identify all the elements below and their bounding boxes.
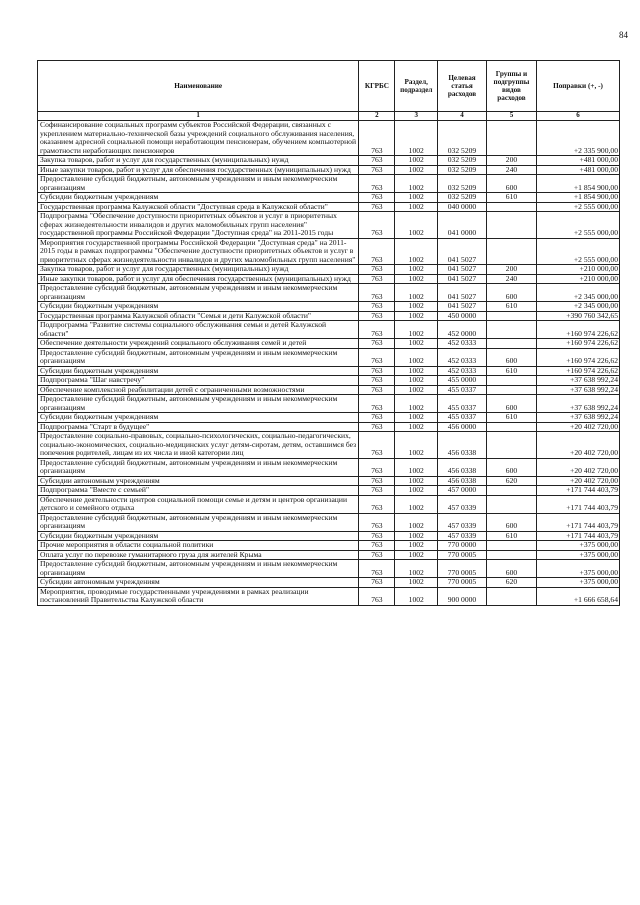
row-section: 1002 bbox=[395, 202, 438, 212]
row-section: 1002 bbox=[395, 366, 438, 376]
row-section: 1002 bbox=[395, 302, 438, 312]
row-section: 1002 bbox=[395, 274, 438, 284]
row-amount: +171 744 403,79 bbox=[536, 486, 619, 496]
row-section: 1002 bbox=[395, 238, 438, 265]
row-amount: +20 402 720,00 bbox=[536, 432, 619, 459]
table-row bbox=[38, 339, 620, 349]
row-target: 770 0005 bbox=[438, 578, 487, 588]
row-kgrbs: 763 bbox=[359, 376, 395, 386]
row-target: 032 5209 bbox=[438, 165, 487, 175]
row-group: 600 bbox=[486, 348, 536, 366]
row-group: 600 bbox=[486, 284, 536, 302]
row-section: 1002 bbox=[395, 121, 438, 156]
row-section: 1002 bbox=[395, 212, 438, 239]
row-group bbox=[486, 486, 536, 496]
header-number: 4 bbox=[438, 112, 487, 121]
row-kgrbs: 763 bbox=[359, 587, 395, 605]
row-group bbox=[486, 376, 536, 386]
row-group: 600 bbox=[486, 560, 536, 578]
row-group bbox=[486, 550, 536, 560]
row-amount: +20 402 720,00 bbox=[536, 476, 619, 486]
row-name: Государственная программа Калужской области "Доступная среда в Калужской области" bbox=[38, 202, 359, 212]
row-section: 1002 bbox=[395, 284, 438, 302]
row-amount: +1 854 900,00 bbox=[536, 193, 619, 203]
header-number: 6 bbox=[536, 112, 619, 121]
row-target: 041 5027 bbox=[438, 284, 487, 302]
row-target: 456 0338 bbox=[438, 476, 487, 486]
row-amount: +2 555 000,00 bbox=[536, 238, 619, 265]
row-target: 455 0337 bbox=[438, 413, 487, 423]
row-section: 1002 bbox=[395, 311, 438, 321]
table-body bbox=[38, 121, 620, 606]
table-row bbox=[38, 531, 620, 541]
row-section: 1002 bbox=[395, 560, 438, 578]
row-group bbox=[486, 202, 536, 212]
row-kgrbs: 763 bbox=[359, 578, 395, 588]
row-target: 455 0337 bbox=[438, 395, 487, 413]
row-kgrbs: 763 bbox=[359, 311, 395, 321]
row-amount: +37 638 992,24 bbox=[536, 385, 619, 395]
row-target: 041 5027 bbox=[438, 238, 487, 265]
row-section: 1002 bbox=[395, 385, 438, 395]
row-target: 457 0000 bbox=[438, 486, 487, 496]
row-section: 1002 bbox=[395, 531, 438, 541]
table-row bbox=[38, 541, 620, 551]
table-row bbox=[38, 560, 620, 578]
row-amount: +1 666 658,64 bbox=[536, 587, 619, 605]
row-amount: +390 760 342,65 bbox=[536, 311, 619, 321]
row-name: Предоставление субсидий бюджетным, автономным учреждениям и иным некоммерческим организациям bbox=[38, 458, 359, 476]
row-target: 452 0333 bbox=[438, 339, 487, 349]
row-group bbox=[486, 238, 536, 265]
row-group: 600 bbox=[486, 395, 536, 413]
row-amount: +210 000,00 bbox=[536, 265, 619, 275]
row-kgrbs: 763 bbox=[359, 513, 395, 531]
row-name: Предоставление субсидий бюджетным, автономным учреждениям и иным некоммерческим организациям bbox=[38, 175, 359, 193]
table-row bbox=[38, 202, 620, 212]
row-amount: +2 555 000,00 bbox=[536, 212, 619, 239]
row-target: 041 5027 bbox=[438, 265, 487, 275]
row-kgrbs: 763 bbox=[359, 212, 395, 239]
row-name: Предоставление субсидий бюджетным, автономным учреждениям и иным некоммерческим организациям bbox=[38, 395, 359, 413]
row-amount: +171 744 403,79 bbox=[536, 495, 619, 513]
row-amount: +160 974 226,62 bbox=[536, 366, 619, 376]
row-name: Обеспечение деятельности учреждений социального обслуживания семей и детей bbox=[38, 339, 359, 349]
row-name: Мероприятия, проводимые государственными учреждениями в рамках реализации постановлений Правительства Калужской области bbox=[38, 587, 359, 605]
table-row bbox=[38, 486, 620, 496]
row-amount: +160 974 226,62 bbox=[536, 348, 619, 366]
table-row bbox=[38, 212, 620, 239]
row-target: 457 0339 bbox=[438, 495, 487, 513]
table-row bbox=[38, 238, 620, 265]
row-target: 456 0338 bbox=[438, 432, 487, 459]
table-row bbox=[38, 458, 620, 476]
row-target: 032 5209 bbox=[438, 175, 487, 193]
row-name: Государственная программа Калужской области "Семья и дети Калужской области" bbox=[38, 311, 359, 321]
budget-table bbox=[37, 60, 620, 606]
row-section: 1002 bbox=[395, 476, 438, 486]
table-row bbox=[38, 193, 620, 203]
table-row bbox=[38, 395, 620, 413]
row-target: 455 0337 bbox=[438, 385, 487, 395]
row-amount: +2 345 000,00 bbox=[536, 284, 619, 302]
page-number: 84 bbox=[619, 30, 628, 40]
row-name: Оплата услуг по перевозке гуманитарного груза для жителей Крыма bbox=[38, 550, 359, 560]
row-group bbox=[486, 339, 536, 349]
row-kgrbs: 763 bbox=[359, 348, 395, 366]
row-kgrbs: 763 bbox=[359, 156, 395, 166]
row-amount: +2 335 900,00 bbox=[536, 121, 619, 156]
row-group bbox=[486, 495, 536, 513]
table-row bbox=[38, 348, 620, 366]
row-section: 1002 bbox=[395, 156, 438, 166]
row-kgrbs: 763 bbox=[359, 422, 395, 432]
table-row bbox=[38, 432, 620, 459]
row-name: Иные закупки товаров, работ и услуг для обеспечения государственных (муниципальных) нужд bbox=[38, 274, 359, 284]
row-kgrbs: 763 bbox=[359, 265, 395, 275]
row-name: Субсидии бюджетным учреждениям bbox=[38, 366, 359, 376]
row-kgrbs: 763 bbox=[359, 302, 395, 312]
table-row bbox=[38, 366, 620, 376]
row-name: Предоставление субсидий бюджетным, автономным учреждениям и иным некоммерческим организациям bbox=[38, 284, 359, 302]
row-target: 457 0339 bbox=[438, 531, 487, 541]
row-target: 770 0000 bbox=[438, 541, 487, 551]
row-amount: +171 744 403,79 bbox=[536, 531, 619, 541]
row-target: 452 0333 bbox=[438, 366, 487, 376]
row-section: 1002 bbox=[395, 321, 438, 339]
row-target: 770 0005 bbox=[438, 550, 487, 560]
row-amount: +375 000,00 bbox=[536, 550, 619, 560]
row-name: Закупка товаров, работ и услуг для государственных (муниципальных) нужд bbox=[38, 265, 359, 275]
row-target: 770 0005 bbox=[438, 560, 487, 578]
row-kgrbs: 763 bbox=[359, 495, 395, 513]
row-group: 240 bbox=[486, 274, 536, 284]
row-group bbox=[486, 422, 536, 432]
row-section: 1002 bbox=[395, 541, 438, 551]
row-kgrbs: 763 bbox=[359, 175, 395, 193]
header-amendments: Поправки (+, -) bbox=[536, 61, 619, 112]
row-amount: +375 000,00 bbox=[536, 541, 619, 551]
row-group: 600 bbox=[486, 513, 536, 531]
row-kgrbs: 763 bbox=[359, 238, 395, 265]
row-amount: +37 638 992,24 bbox=[536, 395, 619, 413]
header-kgrbs: КГРБС bbox=[359, 61, 395, 112]
row-kgrbs: 763 bbox=[359, 560, 395, 578]
row-kgrbs: 763 bbox=[359, 202, 395, 212]
row-group bbox=[486, 587, 536, 605]
row-group bbox=[486, 311, 536, 321]
table-row bbox=[38, 550, 620, 560]
row-amount: +375 000,00 bbox=[536, 560, 619, 578]
row-name: Подпрограмма "Шаг навстречу" bbox=[38, 376, 359, 386]
row-target: 032 5209 bbox=[438, 193, 487, 203]
row-section: 1002 bbox=[395, 413, 438, 423]
row-target: 040 0000 bbox=[438, 202, 487, 212]
row-target: 455 0000 bbox=[438, 376, 487, 386]
row-amount: +37 638 992,24 bbox=[536, 376, 619, 386]
header-target: Целевая статья расходов bbox=[438, 61, 487, 112]
row-name: Субсидии бюджетным учреждениям bbox=[38, 193, 359, 203]
row-kgrbs: 763 bbox=[359, 321, 395, 339]
row-target: 450 0000 bbox=[438, 311, 487, 321]
row-group bbox=[486, 432, 536, 459]
header-number: 1 bbox=[38, 112, 359, 121]
table-row bbox=[38, 265, 620, 275]
row-name: Предоставление субсидий бюджетным, автономным учреждениям и иным некоммерческим организациям bbox=[38, 513, 359, 531]
table-row bbox=[38, 284, 620, 302]
row-section: 1002 bbox=[395, 458, 438, 476]
row-target: 456 0000 bbox=[438, 422, 487, 432]
row-section: 1002 bbox=[395, 348, 438, 366]
row-group bbox=[486, 385, 536, 395]
row-name: Субсидии автономным учреждениям bbox=[38, 578, 359, 588]
row-section: 1002 bbox=[395, 265, 438, 275]
row-section: 1002 bbox=[395, 339, 438, 349]
row-amount: +160 974 226,62 bbox=[536, 339, 619, 349]
row-name: Софинансирование социальных программ субъектов Российской Федерации, связанных с укреплением материально-технической базы учреждений социального обслуживания населения, оказанием адресной социальной помощи неработающим пенсионерам, обучением компьютерной грамотности неработающих пенсионеров bbox=[38, 121, 359, 156]
table-row bbox=[38, 413, 620, 423]
row-kgrbs: 763 bbox=[359, 165, 395, 175]
row-amount: +171 744 403,79 bbox=[536, 513, 619, 531]
row-amount: +481 000,00 bbox=[536, 156, 619, 166]
row-name: Прочие мероприятия в области социальной политики bbox=[38, 541, 359, 551]
row-amount: +2 345 000,00 bbox=[536, 302, 619, 312]
table-row bbox=[38, 311, 620, 321]
row-name: Обеспечение комплексной реабилитации детей с ограниченными возможностями bbox=[38, 385, 359, 395]
row-kgrbs: 763 bbox=[359, 531, 395, 541]
row-group bbox=[486, 121, 536, 156]
row-kgrbs: 763 bbox=[359, 458, 395, 476]
table-row bbox=[38, 385, 620, 395]
header-number: 3 bbox=[395, 112, 438, 121]
row-section: 1002 bbox=[395, 578, 438, 588]
row-group: 200 bbox=[486, 265, 536, 275]
row-group: 610 bbox=[486, 531, 536, 541]
table-row bbox=[38, 578, 620, 588]
row-amount: +1 854 900,00 bbox=[536, 175, 619, 193]
row-name: Субсидии автономным учреждениям bbox=[38, 476, 359, 486]
header-name: Наименование bbox=[38, 61, 359, 112]
table-row bbox=[38, 274, 620, 284]
row-target: 032 5209 bbox=[438, 156, 487, 166]
table-row bbox=[38, 321, 620, 339]
row-section: 1002 bbox=[395, 587, 438, 605]
row-section: 1002 bbox=[395, 422, 438, 432]
row-kgrbs: 763 bbox=[359, 550, 395, 560]
row-section: 1002 bbox=[395, 376, 438, 386]
row-kgrbs: 763 bbox=[359, 486, 395, 496]
row-group: 610 bbox=[486, 193, 536, 203]
row-group: 610 bbox=[486, 302, 536, 312]
row-name: Обеспечение деятельности центров социальной помощи семье и детям и центров организации детского и семейного отдыха bbox=[38, 495, 359, 513]
table-row bbox=[38, 376, 620, 386]
table-row bbox=[38, 165, 620, 175]
header-row bbox=[38, 61, 620, 112]
row-name: Закупка товаров, работ и услуг для государственных (муниципальных) нужд bbox=[38, 156, 359, 166]
row-group: 610 bbox=[486, 413, 536, 423]
table-row bbox=[38, 175, 620, 193]
row-name: Предоставление субсидий бюджетным, автономным учреждениям и иным некоммерческим организациям bbox=[38, 560, 359, 578]
table-row bbox=[38, 422, 620, 432]
header-groups: Группы и подгруппы видов расходов bbox=[486, 61, 536, 112]
table-row bbox=[38, 513, 620, 531]
row-amount: +37 638 992,24 bbox=[536, 413, 619, 423]
row-target: 452 0000 bbox=[438, 321, 487, 339]
row-name: Иные закупки товаров, работ и услуг для обеспечения государственных (муниципальных) нужд bbox=[38, 165, 359, 175]
row-target: 452 0333 bbox=[438, 348, 487, 366]
row-amount: +375 000,00 bbox=[536, 578, 619, 588]
row-amount: +210 000,00 bbox=[536, 274, 619, 284]
row-name: Подпрограмма "Развитие системы социального обслуживания семьи и детей Калужской области" bbox=[38, 321, 359, 339]
row-amount: +20 402 720,00 bbox=[536, 422, 619, 432]
row-section: 1002 bbox=[395, 486, 438, 496]
row-group: 600 bbox=[486, 458, 536, 476]
row-group bbox=[486, 541, 536, 551]
row-target: 457 0339 bbox=[438, 513, 487, 531]
row-name: Предоставление субсидий бюджетным, автономным учреждениям и иным некоммерческим организациям bbox=[38, 348, 359, 366]
row-kgrbs: 763 bbox=[359, 193, 395, 203]
row-group: 610 bbox=[486, 366, 536, 376]
row-name: Мероприятия государственной программы Российской Федерации "Доступная среда" на 2011-2015 годы в рамках подпрограммы "Обеспечение доступности приоритетных объектов и услуг в приоритетных сферах жизнедеятельности инвалидов и других маломобильных групп населения" bbox=[38, 238, 359, 265]
row-group bbox=[486, 321, 536, 339]
row-kgrbs: 763 bbox=[359, 432, 395, 459]
row-section: 1002 bbox=[395, 432, 438, 459]
row-kgrbs: 763 bbox=[359, 274, 395, 284]
header-section: Раздел, подраздел bbox=[395, 61, 438, 112]
row-target: 041 0000 bbox=[438, 212, 487, 239]
row-group: 200 bbox=[486, 156, 536, 166]
row-kgrbs: 763 bbox=[359, 413, 395, 423]
row-name: Предоставление социально-правовых, социально-психологических, социально-педагогических, социально-экономических, социально-медицинских услуг детям-сиротам, детям, оставшимся без попечения родителей, лицам из их числа и иной категории лиц bbox=[38, 432, 359, 459]
row-name: Субсидии бюджетным учреждениям bbox=[38, 413, 359, 423]
row-kgrbs: 763 bbox=[359, 284, 395, 302]
row-name: Подпрограмма "Обеспечение доступности приоритетных объектов и услуг в приоритетных сферах жизнедеятельности инвалидов и других маломобильных групп населения" государственной программы Российской Федерации "Доступная среда" на 2011-2015 годы bbox=[38, 212, 359, 239]
row-kgrbs: 763 bbox=[359, 339, 395, 349]
row-target: 900 0000 bbox=[438, 587, 487, 605]
table-row bbox=[38, 495, 620, 513]
table-row bbox=[38, 121, 620, 156]
row-kgrbs: 763 bbox=[359, 395, 395, 413]
row-target: 456 0338 bbox=[438, 458, 487, 476]
table-row bbox=[38, 302, 620, 312]
row-target: 041 5027 bbox=[438, 302, 487, 312]
table-row bbox=[38, 476, 620, 486]
row-section: 1002 bbox=[395, 175, 438, 193]
row-group: 240 bbox=[486, 165, 536, 175]
table-row bbox=[38, 587, 620, 605]
row-kgrbs: 763 bbox=[359, 541, 395, 551]
row-kgrbs: 763 bbox=[359, 121, 395, 156]
row-name: Субсидии бюджетным учреждениям bbox=[38, 531, 359, 541]
row-kgrbs: 763 bbox=[359, 385, 395, 395]
row-amount: +2 555 000,00 bbox=[536, 202, 619, 212]
row-target: 032 5209 bbox=[438, 121, 487, 156]
row-kgrbs: 763 bbox=[359, 366, 395, 376]
row-section: 1002 bbox=[395, 395, 438, 413]
row-name: Подпрограмма "Старт в будущее" bbox=[38, 422, 359, 432]
row-section: 1002 bbox=[395, 193, 438, 203]
row-amount: +481 000,00 bbox=[536, 165, 619, 175]
row-kgrbs: 763 bbox=[359, 476, 395, 486]
row-amount: +20 402 720,00 bbox=[536, 458, 619, 476]
row-section: 1002 bbox=[395, 550, 438, 560]
row-name: Субсидии бюджетным учреждениям bbox=[38, 302, 359, 312]
header-number-row bbox=[38, 112, 620, 121]
table-row bbox=[38, 156, 620, 166]
row-target: 041 5027 bbox=[438, 274, 487, 284]
row-section: 1002 bbox=[395, 513, 438, 531]
header-number: 2 bbox=[359, 112, 395, 121]
row-group: 600 bbox=[486, 175, 536, 193]
row-group bbox=[486, 212, 536, 239]
row-amount: +160 974 226,62 bbox=[536, 321, 619, 339]
row-group: 620 bbox=[486, 578, 536, 588]
row-group: 620 bbox=[486, 476, 536, 486]
row-section: 1002 bbox=[395, 165, 438, 175]
row-name: Подпрограмма "Вместе с семьей" bbox=[38, 486, 359, 496]
header-number: 5 bbox=[486, 112, 536, 121]
row-section: 1002 bbox=[395, 495, 438, 513]
